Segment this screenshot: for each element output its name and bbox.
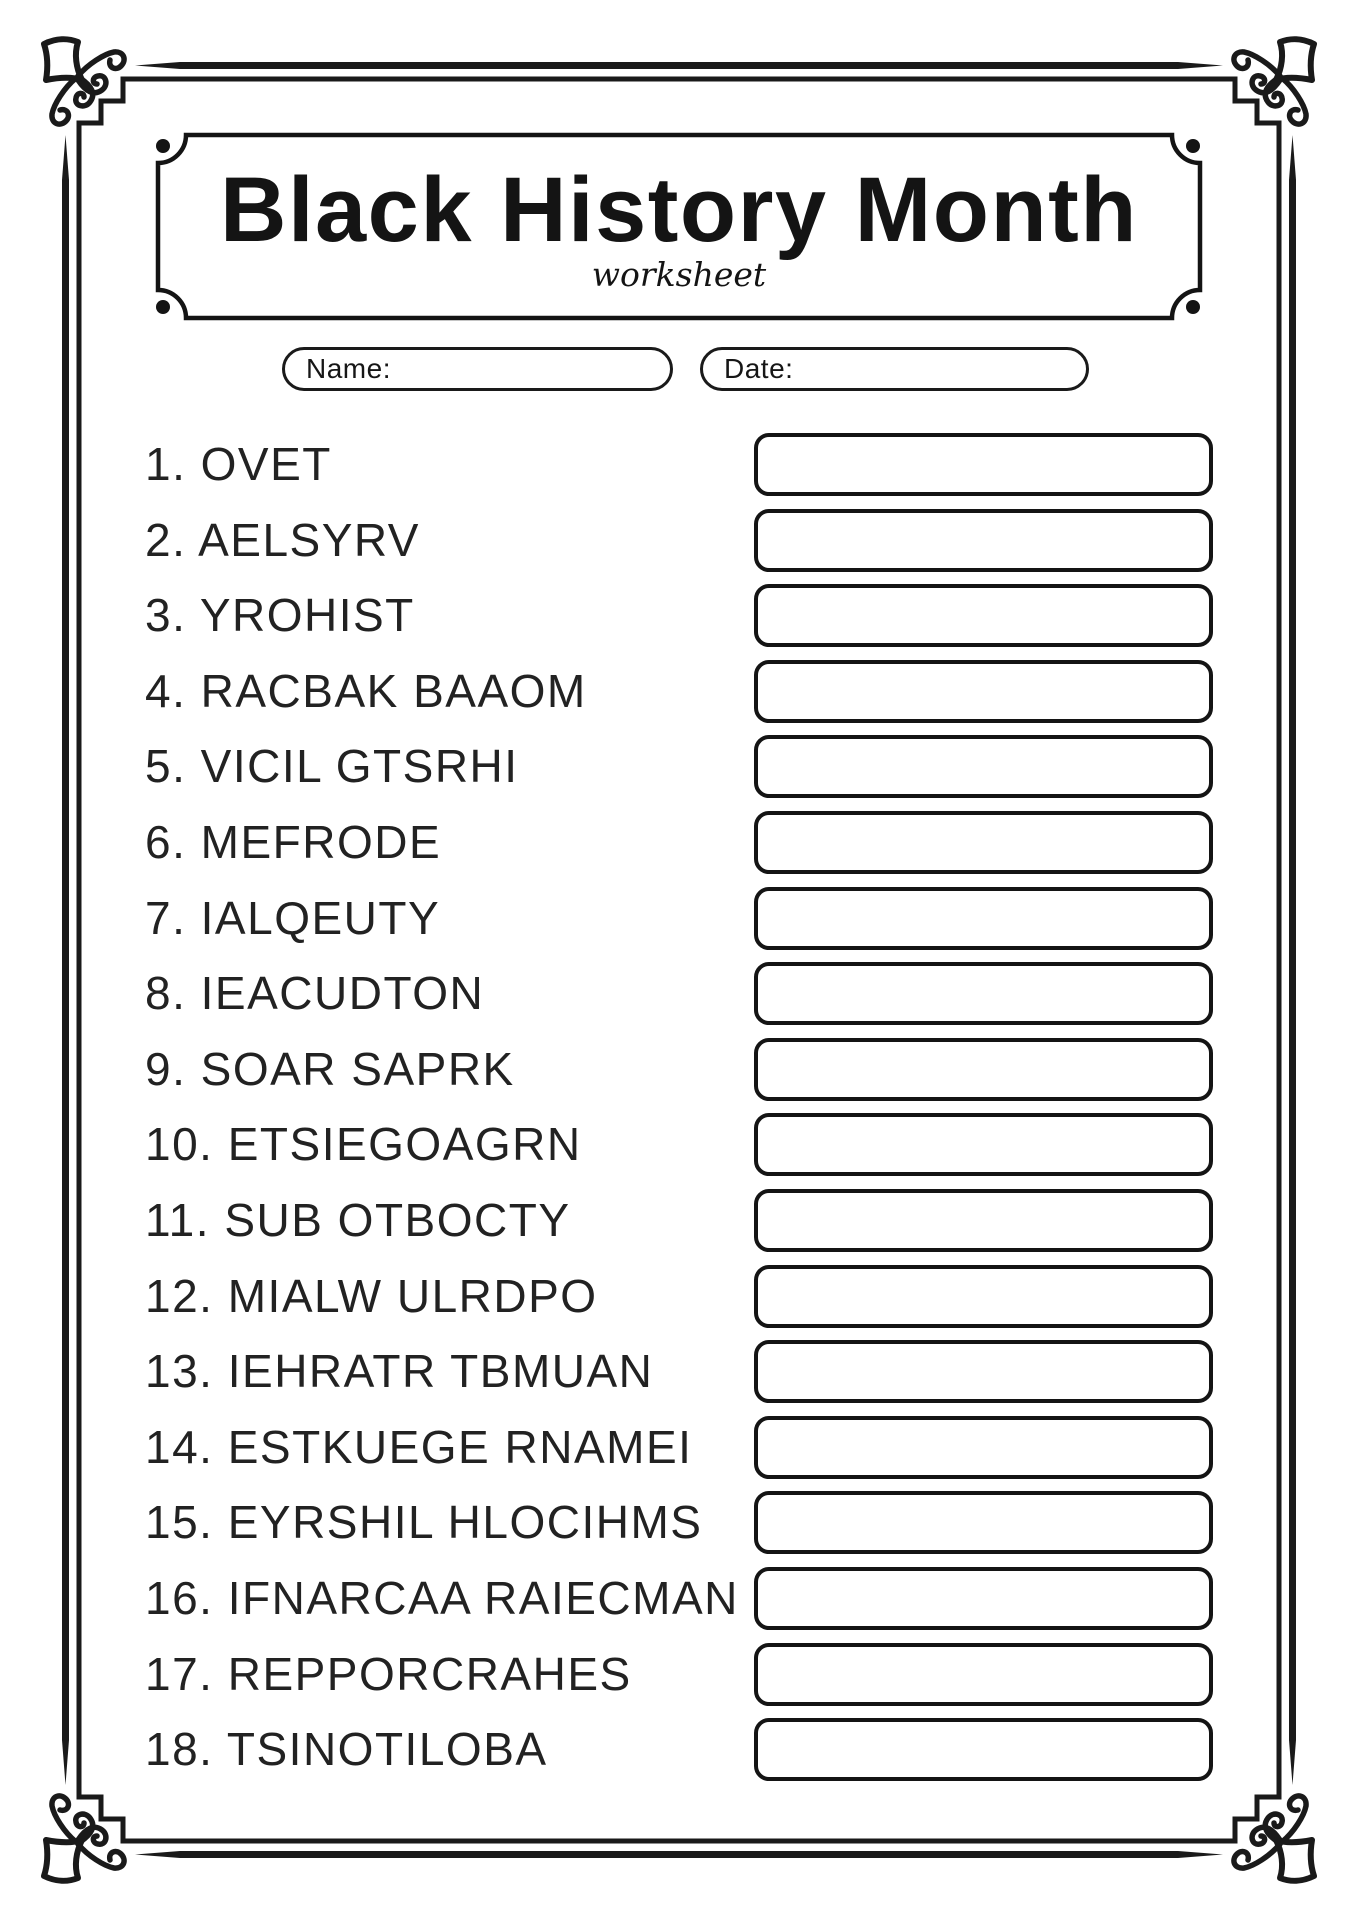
corner-flourish-icon	[1234, 39, 1314, 124]
name-label: Name:	[306, 353, 391, 384]
page-subtitle: worksheet	[591, 255, 767, 294]
worksheet-row	[145, 805, 1235, 881]
answer-box[interactable]	[754, 1265, 1213, 1328]
scrambled-word-label: 9. SOAR SAPRK	[145, 1042, 515, 1095]
scrambled-word-label: 14. ESTKUEGE RNAMEI	[145, 1420, 693, 1473]
worksheet-row	[145, 427, 1235, 503]
worksheet-row	[145, 578, 1235, 654]
worksheet-row	[145, 1032, 1235, 1108]
name-field[interactable]	[282, 347, 673, 391]
worksheet-row	[145, 1485, 1235, 1561]
answer-box[interactable]	[754, 1567, 1213, 1630]
answer-box[interactable]	[754, 509, 1213, 572]
scrambled-word-label: 11. SUB OTBOCTY	[145, 1193, 571, 1246]
scrambled-word-label: 5. VICIL GTSRHI	[145, 740, 519, 793]
answer-box[interactable]	[754, 1113, 1213, 1176]
date-field[interactable]	[700, 347, 1089, 391]
corner-flourish-icon	[44, 1796, 124, 1881]
answer-box[interactable]	[754, 735, 1213, 798]
scrambled-word-label: 7. IALQEUTY	[145, 891, 441, 944]
worksheet-row	[145, 1183, 1235, 1259]
worksheet-row	[145, 1334, 1235, 1410]
answer-box[interactable]	[754, 1189, 1213, 1252]
answer-box[interactable]	[754, 1643, 1213, 1706]
answer-box[interactable]	[754, 1038, 1213, 1101]
worksheet-row	[145, 1107, 1235, 1183]
scrambled-word-label: 16. IFNARCAA RAIECMAN	[145, 1571, 739, 1624]
answer-box[interactable]	[754, 584, 1213, 647]
worksheet-row	[145, 1561, 1235, 1637]
worksheet-row	[145, 729, 1235, 805]
answer-box[interactable]	[754, 433, 1213, 496]
scrambled-word-label: 15. EYRSHIL HLOCIHMS	[145, 1496, 703, 1549]
scrambled-word-label: 4. RACBAK BAAOM	[145, 664, 587, 717]
scrambled-word-list	[145, 427, 1235, 1788]
scrambled-word-label: 3. YROHIST	[145, 589, 415, 642]
corner-flourish-icon	[1234, 1796, 1314, 1881]
date-label: Date:	[724, 353, 794, 384]
answer-box[interactable]	[754, 811, 1213, 874]
answer-box[interactable]	[754, 1416, 1213, 1479]
scrambled-word-label: 8. IEACUDTON	[145, 967, 485, 1020]
worksheet-row	[145, 1259, 1235, 1335]
scrambled-word-label: 10. ETSIEGOAGRN	[145, 1118, 582, 1171]
worksheet-row	[145, 503, 1235, 579]
answer-box[interactable]	[754, 887, 1213, 950]
scrambled-word-label: 1. OVET	[145, 438, 332, 490]
answer-box[interactable]	[754, 660, 1213, 723]
scrambled-word-label: 13. IEHRATR TBMUAN	[145, 1345, 654, 1398]
scrambled-word-label: 12. MIALW ULRDPO	[145, 1269, 598, 1322]
worksheet-row	[145, 654, 1235, 730]
answer-box[interactable]	[754, 1340, 1213, 1403]
answer-box[interactable]	[754, 1718, 1213, 1781]
corner-flourish-icon	[44, 39, 124, 124]
worksheet-row	[145, 1410, 1235, 1486]
scrambled-word-label: 18. TSINOTILOBA	[145, 1723, 548, 1776]
worksheet-row	[145, 1712, 1235, 1788]
page-title: Black History Month	[220, 159, 1138, 261]
worksheet-row	[145, 956, 1235, 1032]
worksheet-row	[145, 1637, 1235, 1713]
worksheet-row	[145, 881, 1235, 957]
answer-box[interactable]	[754, 962, 1213, 1025]
answer-box[interactable]	[754, 1491, 1213, 1554]
scrambled-word-label: 6. MEFRODE	[145, 815, 442, 868]
scrambled-word-label: 17. REPPORCRAHES	[145, 1647, 632, 1700]
scrambled-word-label: 2. AELSYRV	[145, 513, 420, 566]
